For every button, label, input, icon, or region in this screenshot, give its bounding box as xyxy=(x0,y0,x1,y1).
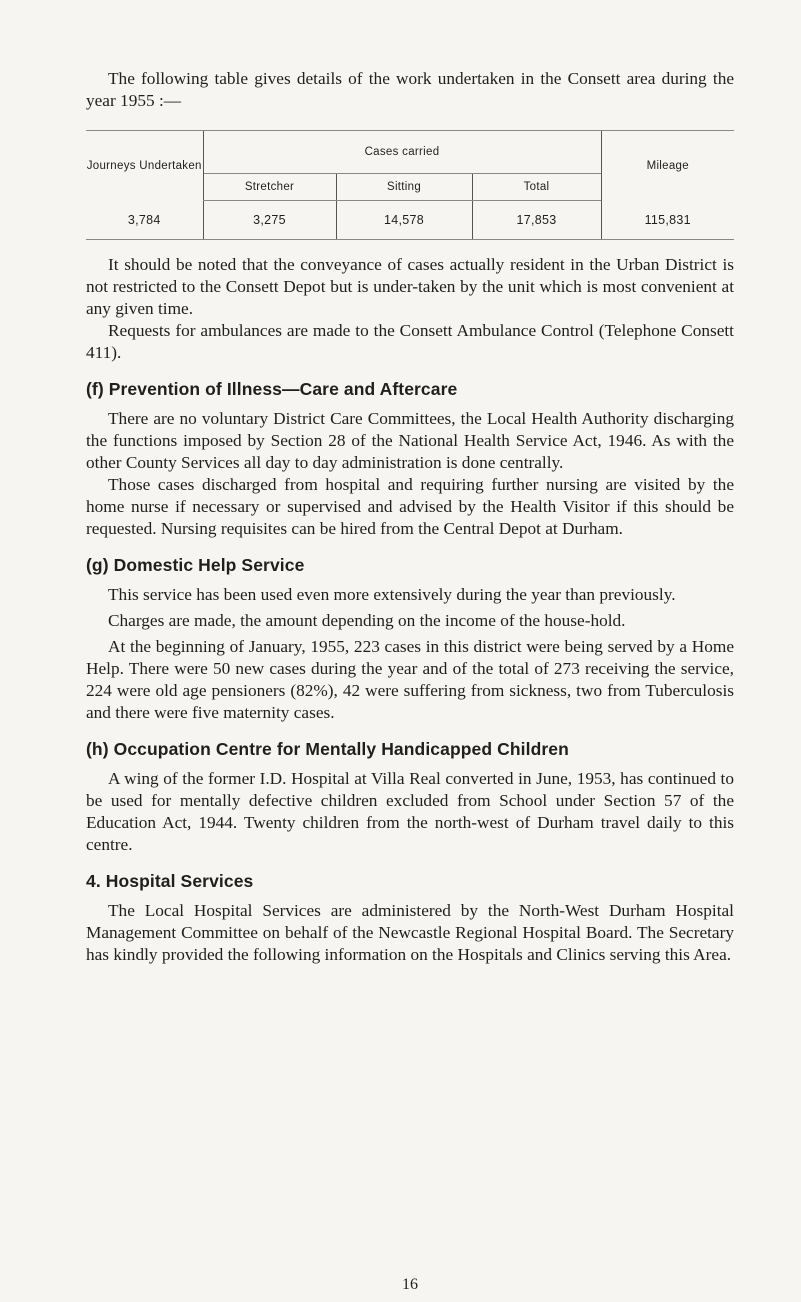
section-h-heading: (h) Occupation Centre for Mentally Handicapped Children xyxy=(86,739,569,759)
section-f-paragraph: There are no voluntary District Care Committees, the Local Health Authority discharging the functions imposed by Section 28 of the National Health Service Act, 1946. As with the other County Services all day to day administration is done centrally. xyxy=(86,409,734,472)
intro-paragraph: The following table gives details of the work undertaken in the Consett area during the year 1955 :— xyxy=(86,69,734,110)
section-f-heading: (f) Prevention of Illness—Care and Aftercare xyxy=(86,379,458,399)
section-h-paragraph: A wing of the former I.D. Hospital at Villa Real converted in June, 1953, has continued to be used for mentally defective children excluded from School under Section 57 of the Education Act, 1944. Twenty children from the north-west of Durham travel daily to this centre. xyxy=(86,769,734,854)
section-g-paragraph: This service has been used even more extensively during the year than previously. xyxy=(108,585,676,604)
header-total: Total xyxy=(472,174,601,201)
ambulance-work-table xyxy=(86,130,734,240)
header-cases-carried: Cases carried xyxy=(203,131,601,174)
section-g-paragraph: At the beginning of January, 1955, 223 cases in this district were being served by a Home Help. There were 50 new cases during the year and of the total of 273 receiving the service, 224 were old age pensioners (82%), 42 were suffering from sickness, two from Tuberculosis and there were five maternity cases. xyxy=(86,637,734,722)
section-g-heading: (g) Domestic Help Service xyxy=(86,555,305,575)
cell-stretcher: 3,275 xyxy=(203,201,336,240)
cell-sitting: 14,578 xyxy=(336,201,472,240)
header-mileage: Mileage xyxy=(601,131,734,201)
header-journeys: Journeys Undertaken xyxy=(86,131,203,201)
page-number: 16 xyxy=(402,1276,418,1293)
section-4-heading: 4. Hospital Services xyxy=(86,871,254,891)
header-stretcher: Stretcher xyxy=(203,174,336,201)
cell-journeys: 3,784 xyxy=(86,201,203,240)
header-sitting: Sitting xyxy=(336,174,472,201)
section-g-paragraph: Charges are made, the amount depending on the income of the house-hold. xyxy=(108,611,626,630)
section-4-paragraph: The Local Hospital Services are administered by the North-West Durham Hospital Management Committee on behalf of the Newcastle Regional Hospital Board. The Secretary has kindly provided the following information on the Hospitals and Clinics serving this Area. xyxy=(86,901,734,964)
cell-total: 17,853 xyxy=(472,201,601,240)
document-page xyxy=(86,68,734,1293)
requests-paragraph: Requests for ambulances are made to the Consett Ambulance Control (Telephone Consett 411). xyxy=(86,321,734,362)
section-f-paragraph: Those cases discharged from hospital and requiring further nursing are visited by the home nurse if necessary or supervised and advised by the Health Visitor if this should be requested. Nursing requisites can be hired from the Central Depot at Durham. xyxy=(86,475,734,538)
conveyance-paragraph: It should be noted that the conveyance of cases actually resident in the Urban District is not restricted to the Consett Depot but is under-taken by the unit which is most convenient at any given time. xyxy=(86,255,734,318)
cell-mileage: 115,831 xyxy=(601,201,734,240)
table-row xyxy=(86,201,734,240)
